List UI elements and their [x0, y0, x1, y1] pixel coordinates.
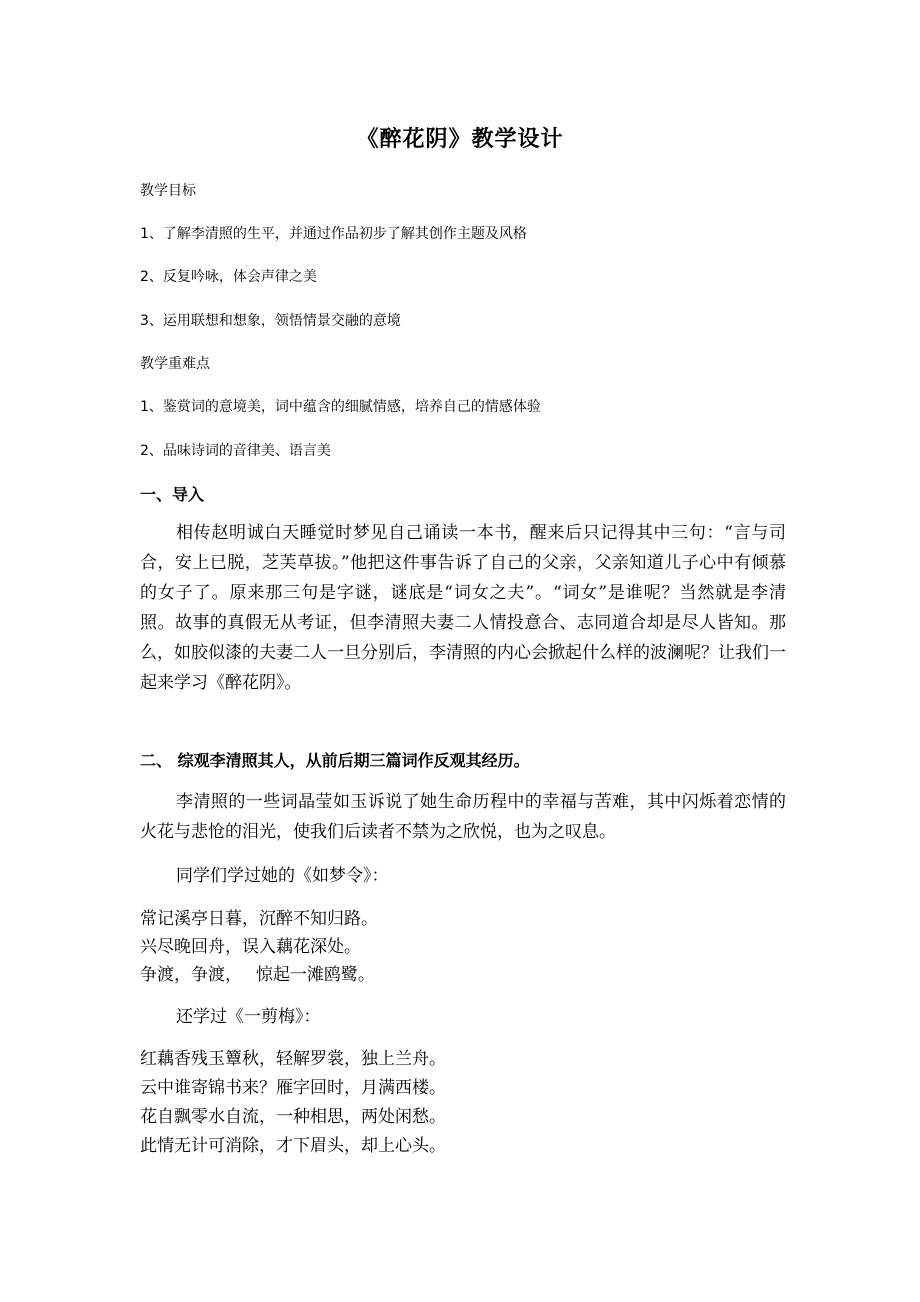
document-title: 《醉花阴》教学设计	[356, 127, 564, 152]
poem1-line-1: 常记溪亭日暮，沉醉不知归路。	[140, 909, 378, 929]
section1-paragraph: 相传赵明诚白天睡觉时梦见自己诵读一本书，醒来后只记得其中三句：“言与司合，安上已脱，芝芙草拔。”他把这件事告诉了自己的父亲，父亲知道儿子心中有倾慕的女子了。原来那三句是字谜，谜底是“词女之夫”。“词女”是谁呢？当然就是李清照。故事的真假无从考证，但李清照夫妻二人情投意合、志同道合却是尽人皆知。那么，如胶似漆的夫妻二人一旦分别后，李清照的内心会掀起什么样的波澜呢？让我们一起来学习《醉花阴》。	[140, 523, 786, 693]
poem2-line-2: 云中谁寄锦书来？雁字回时，月满西楼。	[140, 1078, 446, 1098]
poem2-intro: 还学过《一剪梅》：	[176, 1007, 321, 1027]
poem2-line-3: 花自飘零水自流，一种相思，两处闲愁。	[140, 1107, 446, 1127]
key-point-item-2: 2、品味诗词的音律美、语言美	[140, 443, 331, 459]
section2-paragraph: 李清照的一些词晶莹如玉诉说了她生命历程中的幸福与苦难，其中闪烁着恋情的火花与悲怆的泪光，使我们后读者不禁为之欣悦，也为之叹息。	[140, 792, 786, 842]
poem1-line-3: 争渡，争渡， 惊起一滩鸥鹭。	[140, 965, 375, 985]
objectives-heading: 教学目标	[140, 183, 196, 199]
objective-item-1: 1、了解李清照的生平，并通过作品初步了解其创作主题及风格	[140, 226, 527, 242]
poem2-line-1: 红藕香残玉簟秋，轻解罗裳，独上兰舟。	[140, 1049, 446, 1069]
key-point-item-1: 1、鉴赏词的意境美，词中蕴含的细腻情感，培养自己的情感体验	[140, 399, 541, 415]
section1-heading: 一、导入	[140, 485, 205, 504]
poem2-line-4: 此情无计可消除，才下眉头，却上心头。	[140, 1136, 446, 1156]
poem1-intro: 同学们学过她的《如梦令》：	[176, 866, 389, 886]
key-points-heading: 教学重难点	[140, 356, 210, 372]
objective-item-3: 3、运用联想和想象，领悟情景交融的意境	[140, 313, 401, 329]
objective-item-2: 2、反复吟咏，体会声律之美	[140, 269, 317, 285]
section2-heading: 二、 综观李清照其人，从前后期三篇词作反观其经历。	[140, 751, 530, 770]
poem1-line-2: 兴尽晚回舟，误入藕花深处。	[140, 937, 361, 957]
